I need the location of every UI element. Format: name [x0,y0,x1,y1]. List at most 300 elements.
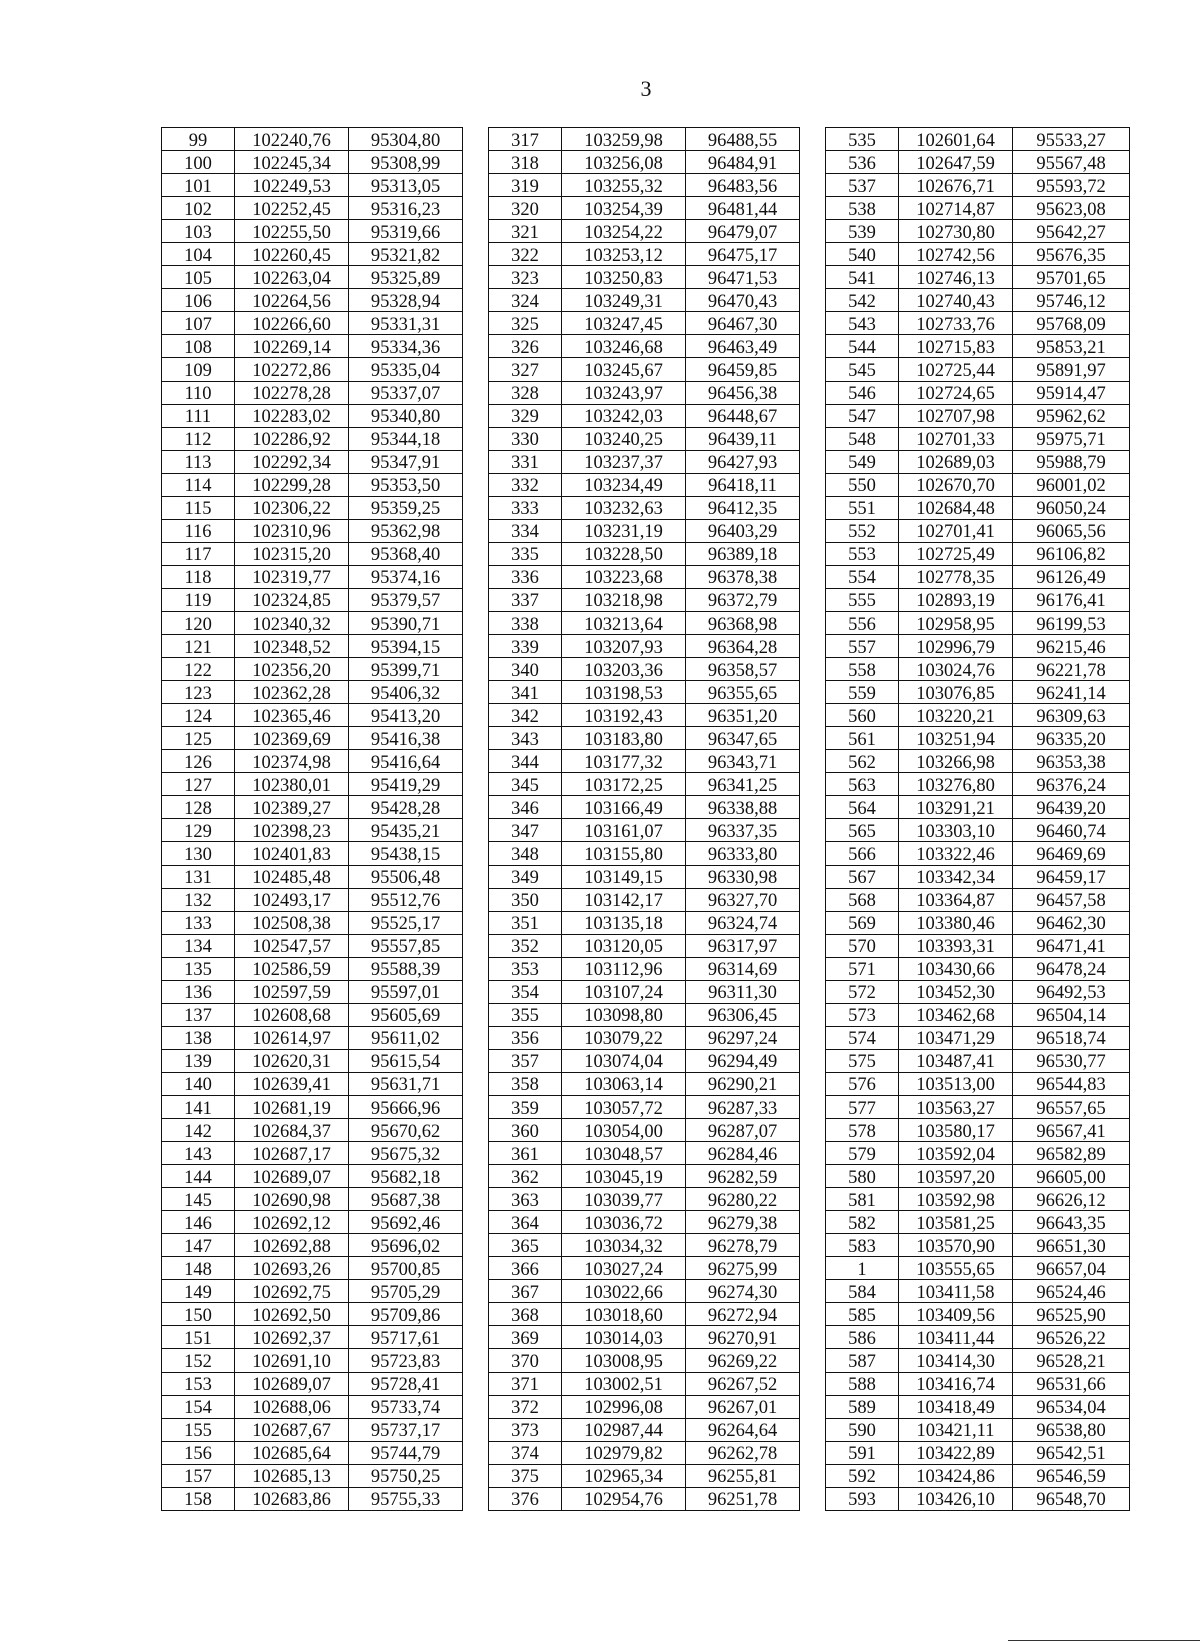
point-number-cell: 127 [162,773,235,796]
point-number-cell: 118 [162,565,235,588]
x-coordinate-cell: 103018,60 [562,1303,686,1326]
y-coordinate-cell: 96439,20 [1013,796,1130,819]
x-coordinate-cell: 102778,35 [899,565,1013,588]
x-coordinate-cell: 102586,59 [235,957,349,980]
x-coordinate-cell: 102979,82 [562,1441,686,1464]
y-coordinate-cell: 95701,65 [1013,266,1130,289]
point-number-cell: 584 [826,1280,899,1303]
point-number-cell: 369 [489,1326,562,1349]
point-number-cell: 102 [162,197,235,220]
point-number-cell: 155 [162,1418,235,1441]
x-coordinate-cell: 102707,98 [899,404,1013,427]
column-gap [800,220,826,243]
x-coordinate-cell: 103592,04 [899,1142,1013,1165]
point-number-cell: 540 [826,243,899,266]
x-coordinate-cell: 102693,26 [235,1257,349,1280]
y-coordinate-cell: 96364,28 [686,635,800,658]
y-coordinate-cell: 96557,65 [1013,1095,1130,1118]
x-coordinate-cell: 103424,86 [899,1464,1013,1487]
table-row [162,496,1130,519]
y-coordinate-cell: 95419,29 [349,773,463,796]
y-coordinate-cell: 95744,79 [349,1441,463,1464]
column-gap [800,957,826,980]
y-coordinate-cell: 96241,14 [1013,681,1130,704]
table-row [162,404,1130,427]
y-coordinate-cell: 95347,91 [349,450,463,473]
table-row [162,1326,1130,1349]
x-coordinate-cell: 103098,80 [562,1003,686,1026]
y-coordinate-cell: 96479,07 [686,220,800,243]
x-coordinate-cell: 102692,50 [235,1303,349,1326]
x-coordinate-cell: 102724,65 [899,381,1013,404]
column-gap [800,1487,826,1510]
column-gap [463,1072,489,1095]
point-number-cell: 117 [162,542,235,565]
column-gap [463,658,489,681]
point-number-cell: 562 [826,750,899,773]
y-coordinate-cell: 95340,80 [349,404,463,427]
column-gap [463,588,489,611]
column-gap [800,911,826,934]
x-coordinate-cell: 103063,14 [562,1072,686,1095]
point-number-cell: 346 [489,796,562,819]
column-gap [463,1257,489,1280]
y-coordinate-cell: 96651,30 [1013,1234,1130,1257]
point-number-cell: 547 [826,404,899,427]
y-coordinate-cell: 96343,71 [686,750,800,773]
column-gap [800,1464,826,1487]
column-gap [463,888,489,911]
point-number-cell: 589 [826,1395,899,1418]
y-coordinate-cell: 96534,04 [1013,1395,1130,1418]
column-gap [800,1303,826,1326]
y-coordinate-cell: 95768,09 [1013,312,1130,335]
y-coordinate-cell: 95642,27 [1013,220,1130,243]
table-row [162,1049,1130,1072]
point-number-cell: 107 [162,312,235,335]
column-gap [463,542,489,565]
x-coordinate-cell: 103422,89 [899,1441,1013,1464]
point-number-cell: 131 [162,865,235,888]
table-row [162,611,1130,634]
column-gap [463,1026,489,1049]
x-coordinate-cell: 103218,98 [562,588,686,611]
x-coordinate-cell: 102306,22 [235,496,349,519]
column-gap [800,1280,826,1303]
x-coordinate-cell: 103045,19 [562,1165,686,1188]
x-coordinate-cell: 102620,31 [235,1049,349,1072]
y-coordinate-cell: 96176,41 [1013,588,1130,611]
point-number-cell: 541 [826,266,899,289]
y-coordinate-cell: 96460,74 [1013,819,1130,842]
y-coordinate-cell: 96412,35 [686,496,800,519]
column-gap [463,681,489,704]
point-number-cell: 322 [489,243,562,266]
coordinates-table [161,127,1130,1511]
point-number-cell: 156 [162,1441,235,1464]
point-number-cell: 591 [826,1441,899,1464]
point-number-cell: 563 [826,773,899,796]
x-coordinate-cell: 102958,95 [899,611,1013,634]
x-coordinate-cell: 103487,41 [899,1049,1013,1072]
y-coordinate-cell: 96270,91 [686,1326,800,1349]
column-gap [463,1280,489,1303]
table-row [162,1464,1130,1487]
x-coordinate-cell: 102725,49 [899,542,1013,565]
x-coordinate-cell: 103172,25 [562,773,686,796]
x-coordinate-cell: 103036,72 [562,1211,686,1234]
y-coordinate-cell: 95399,71 [349,658,463,681]
column-gap [463,128,489,151]
y-coordinate-cell: 96255,81 [686,1464,800,1487]
column-gap [800,681,826,704]
point-number-cell: 99 [162,128,235,151]
y-coordinate-cell: 96314,69 [686,957,800,980]
x-coordinate-cell: 102670,70 [899,473,1013,496]
point-number-cell: 552 [826,519,899,542]
point-number-cell: 588 [826,1372,899,1395]
point-number-cell: 325 [489,312,562,335]
table-row [162,1280,1130,1303]
table-row [162,1165,1130,1188]
x-coordinate-cell: 103342,34 [899,865,1013,888]
column-gap [800,1326,826,1349]
table-row [162,335,1130,358]
column-gap [463,473,489,496]
point-number-cell: 551 [826,496,899,519]
x-coordinate-cell: 102725,44 [899,358,1013,381]
x-coordinate-cell: 102742,56 [899,243,1013,266]
point-number-cell: 368 [489,1303,562,1326]
column-gap [800,635,826,658]
y-coordinate-cell: 95319,66 [349,220,463,243]
y-coordinate-cell: 96471,41 [1013,934,1130,957]
x-coordinate-cell: 103452,30 [899,980,1013,1003]
x-coordinate-cell: 102688,06 [235,1395,349,1418]
column-gap [800,358,826,381]
point-number-cell: 319 [489,174,562,197]
point-number-cell: 353 [489,957,562,980]
x-coordinate-cell: 103256,08 [562,151,686,174]
y-coordinate-cell: 95670,62 [349,1119,463,1142]
y-coordinate-cell: 95413,20 [349,704,463,727]
y-coordinate-cell: 95593,72 [1013,174,1130,197]
y-coordinate-cell: 95605,69 [349,1003,463,1026]
y-coordinate-cell: 95557,85 [349,934,463,957]
y-coordinate-cell: 96526,22 [1013,1326,1130,1349]
column-gap [463,1234,489,1257]
x-coordinate-cell: 103234,49 [562,473,686,496]
column-gap [800,727,826,750]
y-coordinate-cell: 95853,21 [1013,335,1130,358]
point-number-cell: 585 [826,1303,899,1326]
y-coordinate-cell: 95428,28 [349,796,463,819]
point-number-cell: 548 [826,427,899,450]
column-gap [463,519,489,542]
x-coordinate-cell: 102348,52 [235,635,349,658]
point-number-cell: 556 [826,611,899,634]
point-number-cell: 105 [162,266,235,289]
x-coordinate-cell: 102689,07 [235,1165,349,1188]
column-gap [800,289,826,312]
point-number-cell: 560 [826,704,899,727]
point-number-cell: 324 [489,289,562,312]
x-coordinate-cell: 102690,98 [235,1188,349,1211]
point-number-cell: 582 [826,1211,899,1234]
x-coordinate-cell: 103048,57 [562,1142,686,1165]
x-coordinate-cell: 102689,07 [235,1372,349,1395]
x-coordinate-cell: 102687,67 [235,1418,349,1441]
table-row [162,197,1130,220]
point-number-cell: 567 [826,865,899,888]
x-coordinate-cell: 102324,85 [235,588,349,611]
y-coordinate-cell: 95975,71 [1013,427,1130,450]
y-coordinate-cell: 96478,24 [1013,957,1130,980]
x-coordinate-cell: 102684,48 [899,496,1013,519]
column-gap [463,1049,489,1072]
y-coordinate-cell: 96475,17 [686,243,800,266]
y-coordinate-cell: 96306,45 [686,1003,800,1026]
y-coordinate-cell: 96605,00 [1013,1165,1130,1188]
point-number-cell: 124 [162,704,235,727]
x-coordinate-cell: 102639,41 [235,1072,349,1095]
x-coordinate-cell: 103426,10 [899,1487,1013,1510]
x-coordinate-cell: 103203,36 [562,658,686,681]
column-gap [463,289,489,312]
column-gap [800,773,826,796]
column-gap [800,266,826,289]
table-row [162,865,1130,888]
column-gap [463,243,489,266]
x-coordinate-cell: 102601,64 [899,128,1013,151]
column-gap [800,1003,826,1026]
point-number-cell: 557 [826,635,899,658]
x-coordinate-cell: 102292,34 [235,450,349,473]
point-number-cell: 123 [162,681,235,704]
x-coordinate-cell: 103364,87 [899,888,1013,911]
x-coordinate-cell: 102299,28 [235,473,349,496]
point-number-cell: 538 [826,197,899,220]
y-coordinate-cell: 96347,65 [686,727,800,750]
column-gap [463,1487,489,1510]
point-number-cell: 113 [162,450,235,473]
column-gap [463,565,489,588]
x-coordinate-cell: 102676,71 [899,174,1013,197]
y-coordinate-cell: 96469,69 [1013,842,1130,865]
point-number-cell: 351 [489,911,562,934]
column-gap [463,796,489,819]
column-gap [463,1165,489,1188]
point-number-cell: 349 [489,865,562,888]
table-row [162,1257,1130,1280]
point-number-cell: 539 [826,220,899,243]
table-row [162,1095,1130,1118]
column-gap [463,1211,489,1234]
column-gap [463,635,489,658]
y-coordinate-cell: 95512,76 [349,888,463,911]
y-coordinate-cell: 95353,50 [349,473,463,496]
point-number-cell: 340 [489,658,562,681]
x-coordinate-cell: 102245,34 [235,151,349,174]
x-coordinate-cell: 102508,38 [235,911,349,934]
point-number-cell: 137 [162,1003,235,1026]
point-number-cell: 347 [489,819,562,842]
x-coordinate-cell: 103418,49 [899,1395,1013,1418]
y-coordinate-cell: 95321,82 [349,243,463,266]
column-gap [463,1142,489,1165]
column-gap [800,496,826,519]
point-number-cell: 549 [826,450,899,473]
y-coordinate-cell: 96389,18 [686,542,800,565]
y-coordinate-cell: 96504,14 [1013,1003,1130,1026]
y-coordinate-cell: 95682,18 [349,1165,463,1188]
x-coordinate-cell: 102369,69 [235,727,349,750]
x-coordinate-cell: 103002,51 [562,1372,686,1395]
x-coordinate-cell: 102692,12 [235,1211,349,1234]
point-number-cell: 355 [489,1003,562,1026]
table-row [162,1418,1130,1441]
point-number-cell: 130 [162,842,235,865]
y-coordinate-cell: 96368,98 [686,611,800,634]
y-coordinate-cell: 96272,94 [686,1303,800,1326]
table-row [162,658,1130,681]
x-coordinate-cell: 103409,56 [899,1303,1013,1326]
x-coordinate-cell: 102266,60 [235,312,349,335]
table-row [162,1395,1130,1418]
table-row [162,911,1130,934]
y-coordinate-cell: 95696,02 [349,1234,463,1257]
x-coordinate-cell: 102260,45 [235,243,349,266]
y-coordinate-cell: 96492,53 [1013,980,1130,1003]
point-number-cell: 100 [162,151,235,174]
point-number-cell: 158 [162,1487,235,1510]
y-coordinate-cell: 96358,57 [686,658,800,681]
column-gap [463,1095,489,1118]
y-coordinate-cell: 95692,46 [349,1211,463,1234]
x-coordinate-cell: 102614,97 [235,1026,349,1049]
column-gap [800,197,826,220]
column-gap [463,1464,489,1487]
y-coordinate-cell: 96274,30 [686,1280,800,1303]
table-row [162,151,1130,174]
y-coordinate-cell: 96643,35 [1013,1211,1130,1234]
x-coordinate-cell: 102715,83 [899,335,1013,358]
y-coordinate-cell: 96221,78 [1013,658,1130,681]
y-coordinate-cell: 95567,48 [1013,151,1130,174]
column-gap [463,266,489,289]
x-coordinate-cell: 103291,21 [899,796,1013,819]
y-coordinate-cell: 95435,21 [349,819,463,842]
y-coordinate-cell: 95717,61 [349,1326,463,1349]
point-number-cell: 592 [826,1464,899,1487]
column-gap [463,1003,489,1026]
y-coordinate-cell: 96544,83 [1013,1072,1130,1095]
x-coordinate-cell: 102315,20 [235,542,349,565]
point-number-cell: 352 [489,934,562,957]
x-coordinate-cell: 103237,37 [562,450,686,473]
column-gap [800,704,826,727]
point-number-cell: 571 [826,957,899,980]
point-number-cell: 129 [162,819,235,842]
x-coordinate-cell: 103597,20 [899,1165,1013,1188]
table-row [162,1119,1130,1142]
x-coordinate-cell: 102996,08 [562,1395,686,1418]
column-gap [463,1349,489,1372]
point-number-cell: 354 [489,980,562,1003]
point-number-cell: 543 [826,312,899,335]
point-number-cell: 376 [489,1487,562,1510]
column-gap [800,842,826,865]
column-gap [463,842,489,865]
point-number-cell: 343 [489,727,562,750]
column-gap [800,796,826,819]
footer-rule [1008,1640,1200,1641]
point-number-cell: 317 [489,128,562,151]
column-gap [463,496,489,519]
point-number-cell: 366 [489,1257,562,1280]
x-coordinate-cell: 103107,24 [562,980,686,1003]
column-gap [463,750,489,773]
y-coordinate-cell: 96275,99 [686,1257,800,1280]
point-number-cell: 573 [826,1003,899,1026]
point-number-cell: 359 [489,1095,562,1118]
x-coordinate-cell: 103421,11 [899,1418,1013,1441]
y-coordinate-cell: 95335,04 [349,358,463,381]
point-number-cell: 148 [162,1257,235,1280]
y-coordinate-cell: 95313,05 [349,174,463,197]
x-coordinate-cell: 102647,59 [899,151,1013,174]
y-coordinate-cell: 96353,38 [1013,750,1130,773]
point-number-cell: 536 [826,151,899,174]
point-number-cell: 537 [826,174,899,197]
x-coordinate-cell: 103245,67 [562,358,686,381]
point-number-cell: 139 [162,1049,235,1072]
point-number-cell: 126 [162,750,235,773]
column-gap [800,565,826,588]
y-coordinate-cell: 96330,98 [686,865,800,888]
y-coordinate-cell: 96372,79 [686,588,800,611]
table-row [162,773,1130,796]
x-coordinate-cell: 103014,03 [562,1326,686,1349]
y-coordinate-cell: 95615,54 [349,1049,463,1072]
point-number-cell: 357 [489,1049,562,1072]
column-gap [800,1095,826,1118]
column-gap [800,473,826,496]
y-coordinate-cell: 95337,07 [349,381,463,404]
point-number-cell: 122 [162,658,235,681]
y-coordinate-cell: 95438,15 [349,842,463,865]
x-coordinate-cell: 103251,94 [899,727,1013,750]
table-row [162,819,1130,842]
point-number-cell: 323 [489,266,562,289]
point-number-cell: 153 [162,1372,235,1395]
point-number-cell: 135 [162,957,235,980]
y-coordinate-cell: 95611,02 [349,1026,463,1049]
y-coordinate-cell: 95379,57 [349,588,463,611]
point-number-cell: 331 [489,450,562,473]
column-gap [800,404,826,427]
column-gap [800,312,826,335]
column-gap [800,611,826,634]
point-number-cell: 569 [826,911,899,934]
y-coordinate-cell: 96267,01 [686,1395,800,1418]
y-coordinate-cell: 95344,18 [349,427,463,450]
point-number-cell: 574 [826,1026,899,1049]
point-number-cell: 144 [162,1165,235,1188]
column-gap [800,1372,826,1395]
point-number-cell: 581 [826,1188,899,1211]
x-coordinate-cell: 103266,98 [899,750,1013,773]
